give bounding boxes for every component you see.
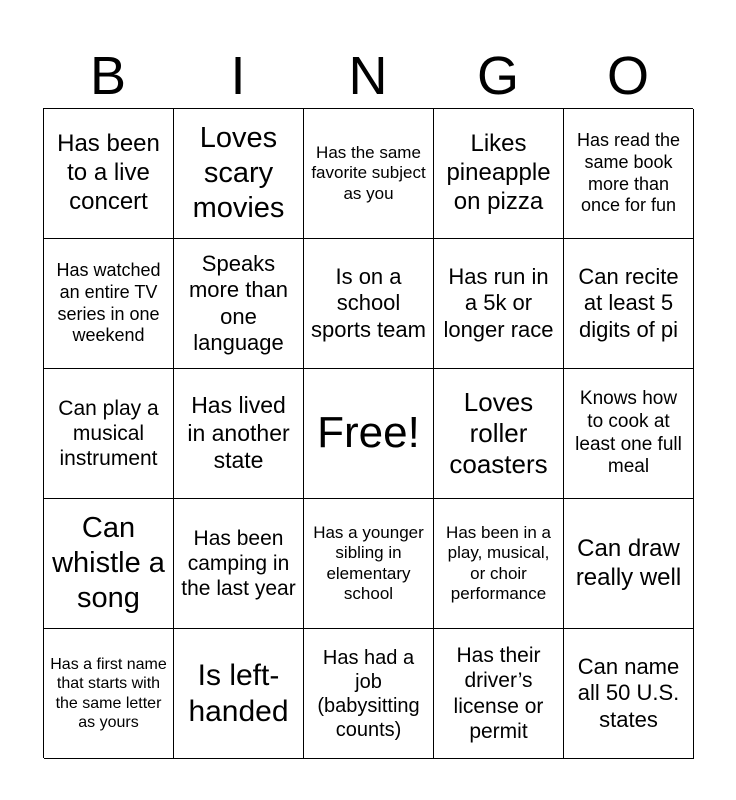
bingo-cell[interactable] [434, 239, 564, 369]
cell-text: Loves roller coasters [449, 386, 548, 480]
cell-text: Has a first name that starts with the same letter as yours [50, 656, 167, 731]
bingo-cell[interactable] [44, 369, 174, 499]
cell-text: Has run in a 5k or longer race [443, 263, 554, 342]
bingo-header [43, 44, 693, 108]
bingo-cell[interactable] [304, 629, 434, 759]
header-letter-o: O [606, 46, 649, 106]
cell-text: Is left-handed [188, 658, 289, 728]
bingo-cell[interactable] [304, 239, 434, 369]
cell-text: Can play a musical instrument [58, 396, 159, 471]
cell-text: Has their driver’s license or permit [453, 644, 544, 743]
bingo-board [43, 108, 693, 758]
bingo-cell[interactable] [174, 499, 304, 629]
cell-text: Can name all 50 U.S. states [577, 653, 680, 732]
cell-text: Knows how to cook at least one full meal [575, 387, 682, 478]
cell-text: Has had a job (babysitting counts) [317, 646, 420, 741]
bingo-cell[interactable] [434, 369, 564, 499]
bingo-cell[interactable] [174, 109, 304, 239]
cell-text: Has watched an entire TV series in one weekend [56, 260, 161, 346]
cell-text: Speaks more than one language [188, 250, 289, 355]
bingo-cell[interactable] [434, 629, 564, 759]
bingo-cell[interactable] [564, 499, 694, 629]
bingo-cell[interactable] [304, 499, 434, 629]
bingo-cell[interactable] [304, 109, 434, 239]
bingo-cell[interactable] [434, 109, 564, 239]
cell-text: Has a younger sibling in elementary school [313, 522, 424, 603]
header-letter-i: I [230, 46, 246, 106]
cell-text: Can draw really well [575, 534, 682, 591]
bingo-cell[interactable] [174, 369, 304, 499]
cell-text: Likes pineapple on pizza [446, 130, 551, 215]
cell-text: Has read the same book more than once for fun [576, 130, 681, 216]
header-letter-g: G [476, 46, 519, 106]
bingo-cell[interactable] [44, 499, 174, 629]
bingo-cell[interactable] [44, 629, 174, 759]
cell-text: Can whistle a song [52, 512, 165, 614]
bingo-cell[interactable] [434, 499, 564, 629]
cell-text: Has lived in another state [187, 392, 290, 474]
cell-text: Has been to a live concert [57, 130, 160, 215]
cell-text: Can recite at least 5 digits of pi [578, 263, 679, 342]
cell-text: Has been in a play, musical, or choir performance [446, 522, 551, 603]
bingo-cell[interactable] [564, 239, 694, 369]
cell-text: Has been camping in the last year [181, 526, 296, 601]
bingo-cell[interactable] [564, 109, 694, 239]
cell-text: Is on a school sports team [311, 263, 426, 342]
bingo-cell[interactable] [44, 239, 174, 369]
free-space-text: Free! [317, 408, 420, 458]
bingo-cell[interactable] [174, 629, 304, 759]
bingo-cell[interactable] [44, 109, 174, 239]
free-space-cell[interactable] [304, 369, 434, 499]
bingo-cell[interactable] [564, 369, 694, 499]
cell-text: Has the same favorite subject as you [311, 142, 426, 203]
bingo-cell[interactable] [174, 239, 304, 369]
header-letter-n: N [348, 46, 388, 106]
cell-text: Loves scary movies [192, 122, 285, 224]
header-letter-b: B [89, 46, 127, 106]
bingo-cell[interactable] [564, 629, 694, 759]
